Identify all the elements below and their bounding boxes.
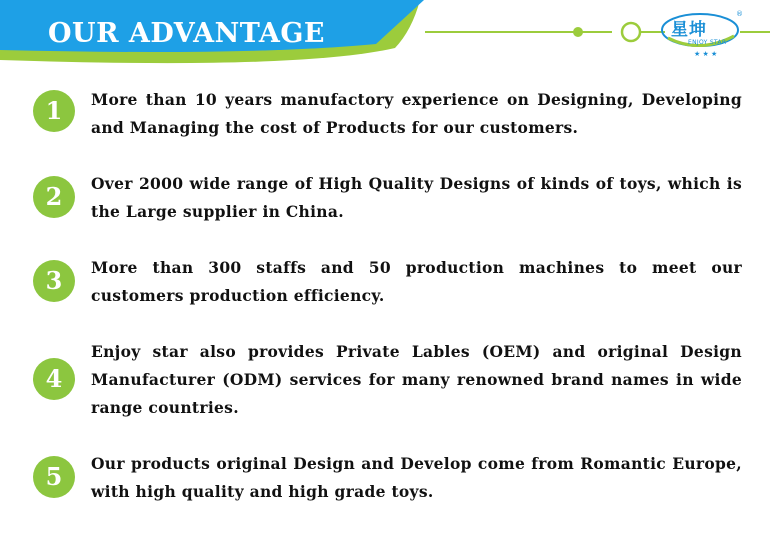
advantage-text: More than 300 staffs and 50 production machines to meet our customers production efficiency.	[91, 258, 742, 305]
decorative-line	[0, 0, 770, 66]
number-badge: 5	[33, 456, 75, 498]
number-badge: 1	[33, 90, 75, 132]
logo-name: 星坤	[671, 20, 707, 40]
advantage-text: More than 10 years manufactory experience on Designing, Developing and Managing the cost of Products for our customers.	[91, 90, 742, 137]
logo-subtitle: ENJOY STAR	[688, 39, 727, 46]
number-badge: 2	[33, 176, 75, 218]
registered-mark: ®	[736, 10, 743, 18]
number-badge: 4	[33, 358, 75, 400]
advantage-text: Our products original Design and Develop come from Romantic Europe, with high quality and high grade toys.	[91, 454, 742, 501]
page-title: OUR ADVANTAGE	[48, 18, 325, 49]
ring-icon	[622, 23, 640, 41]
advantage-text: Enjoy star also provides Private Lables (OEM) and original Design Manufacturer (ODM) services for many renowned brand names in wide range countries.	[91, 342, 742, 417]
dot-icon	[573, 27, 583, 37]
number-badge: 3	[33, 260, 75, 302]
brand-logo	[660, 10, 744, 58]
advantage-text: Over 2000 wide range of High Quality Designs of kinds of toys, which is the Large supplier in China.	[91, 174, 742, 221]
svg-text:★ ★ ★: ★ ★ ★	[694, 50, 718, 58]
